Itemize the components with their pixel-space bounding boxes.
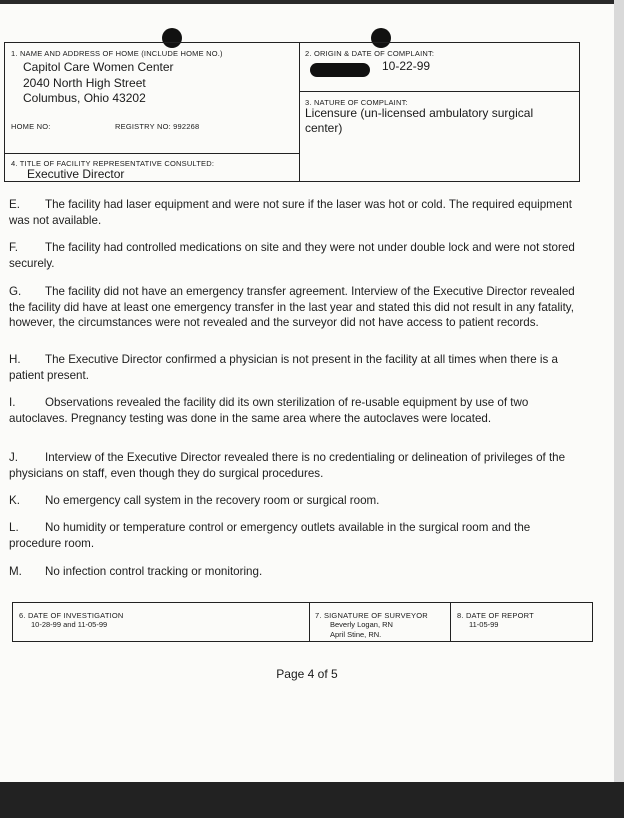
representative-value: Executive Director [27, 167, 125, 181]
finding-l [9, 520, 585, 551]
home-info-label: 1. NAME AND ADDRESS OF HOME (INCLUDE HOME NO.) [11, 49, 223, 58]
surveyor-2: April Stine, RN. [330, 630, 382, 639]
surveyor-signature-label: 7. SIGNATURE OF SURVEYOR [315, 611, 428, 620]
nature-value: Licensure (un-licensed ambulatory surgical center) [305, 106, 534, 135]
home-street: 2040 North High Street [23, 76, 146, 90]
finding-letter: G. [9, 285, 22, 298]
page-number: Page 4 of 5 [276, 667, 338, 681]
finding-letter: H. [9, 353, 21, 366]
surveyor-1: Beverly Logan, RN [330, 620, 393, 629]
registry-no: REGISTRY NO: 992268 [115, 122, 200, 131]
finding-text: The facility had laser equipment and were not sure if the laser was hot or cold. The required equipment was not available. [9, 198, 572, 227]
finding-text: No infection control tracking or monitoring. [45, 565, 263, 578]
home-no-label: HOME NO: [11, 122, 51, 131]
home-name: Capitol Care Women Center [23, 60, 174, 74]
nature-label: 3. NATURE OF COMPLAINT: [305, 98, 408, 107]
finding-text: The facility did not have an emergency transfer agreement. Interview of the Executive Director revealed the facility did have at least one emergency transfer in the last year and stated this did not result in any fatality, however, the circumstances were not revealed and the surveyor did not have access to patient records. [9, 285, 575, 329]
finding-text: The facility had controlled medications on site and they were not under double lock and were not stored securely. [9, 241, 575, 270]
investigation-date-label: 6. DATE OF INVESTIGATION [19, 611, 124, 620]
finding-letter: I. [9, 396, 16, 409]
finding-text: Observations revealed the facility did its own sterilization of re-usable equipment by use of two autoclaves. Pregnancy testing was done in the same area where the autoclaves were located. [9, 396, 529, 425]
finding-text: No humidity or temperature control or emergency outlets available in the surgical room and the procedure room. [9, 521, 531, 550]
report-date-label: 8. DATE OF REPORT [457, 611, 534, 620]
finding-letter: M. [9, 565, 22, 578]
representative-label: 4. TITLE OF FACILITY REPRESENTATIVE CONSULTED: [11, 159, 215, 168]
home-city: Columbus, Ohio 43202 [23, 91, 146, 105]
finding-letter: L. [9, 521, 19, 534]
document-page [0, 4, 616, 782]
finding-i [9, 395, 585, 426]
report-date-value: 11-05-99 [469, 620, 499, 629]
complaint-date: 10-22-99 [382, 59, 431, 73]
home-info-box [4, 42, 300, 154]
representative-box [4, 153, 300, 182]
finding-k [9, 493, 585, 509]
finding-j [9, 450, 585, 481]
origin-date-label: 2. ORIGIN & DATE OF COMPLAINT: [305, 49, 435, 58]
investigation-date-value: 10-28-99 and 11-05-99 [31, 620, 108, 629]
finding-f [9, 240, 585, 271]
finding-letter: J. [9, 451, 19, 464]
finding-h [9, 352, 585, 383]
finding-text: The Executive Director confirmed a physician is not present in the facility at all times when there is a patient present. [9, 353, 558, 382]
scan-bottom-bar [0, 782, 624, 818]
finding-m [9, 564, 585, 580]
complaint-box [299, 42, 580, 182]
surveyor-signature-box [309, 602, 451, 642]
finding-g [9, 284, 585, 331]
report-date-box [450, 602, 593, 642]
finding-letter: K. [9, 494, 20, 507]
finding-text: No emergency call system in the recovery room or surgical room. [45, 494, 380, 507]
investigation-date-box [12, 602, 310, 642]
finding-e [9, 197, 585, 228]
finding-text: Interview of the Executive Director revealed there is no credentialing or delineation of privileges of the physicians on staff, even though they do surgical procedures. [9, 451, 566, 480]
redaction-mark [310, 63, 370, 77]
finding-letter: F. [9, 241, 19, 254]
finding-letter: E. [9, 198, 20, 211]
scan-edge [614, 0, 624, 782]
